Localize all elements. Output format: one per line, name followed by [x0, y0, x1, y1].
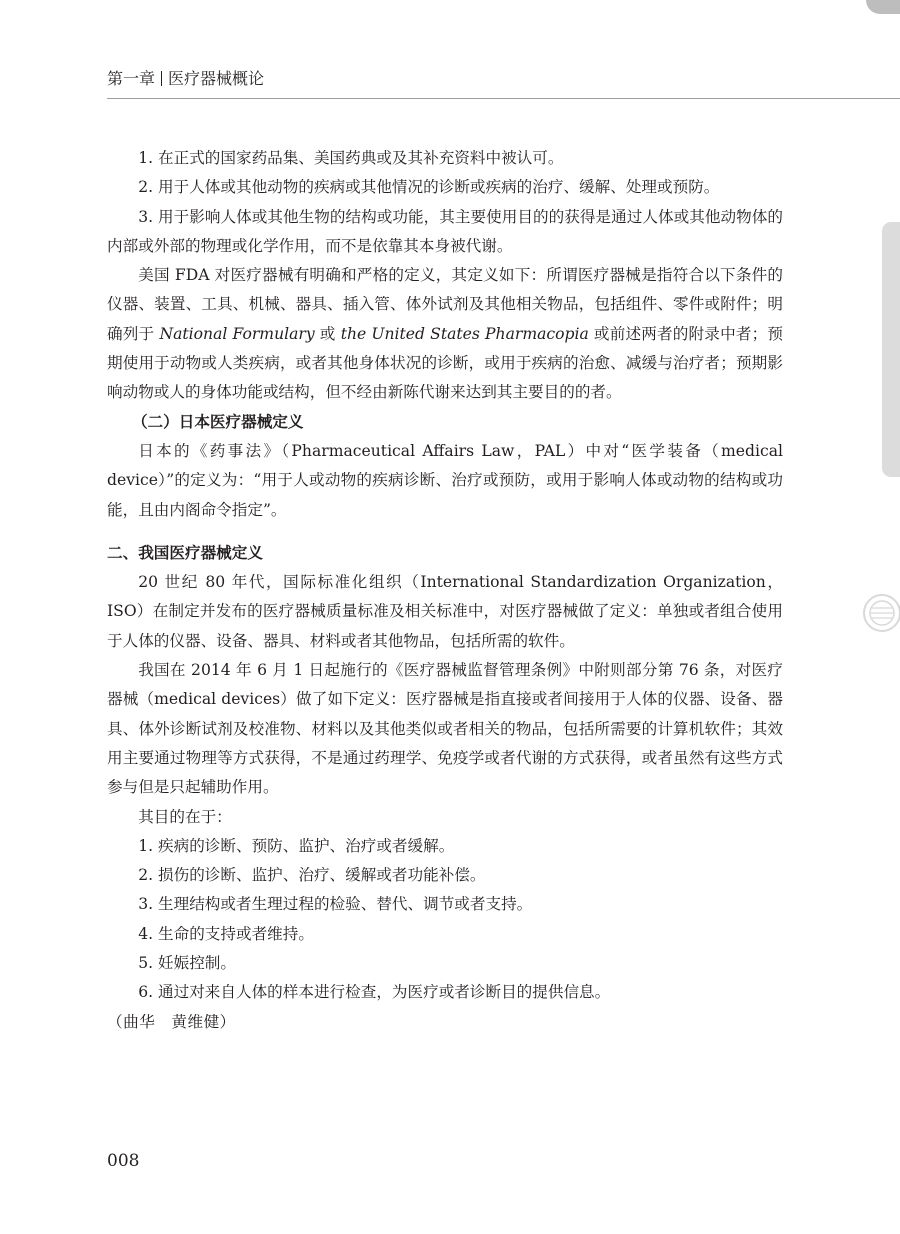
watermark-icon [858, 592, 900, 634]
us-item-2: 2. 用于人体或其他动物的疾病或其他情况的诊断或疾病的治疗、缓解、处理或预防。 [138, 178, 720, 197]
chapter-title: 医疗器械概论 [168, 69, 265, 88]
us-pharmacopia-title: the United States Pharmacopia [340, 324, 589, 343]
us-item-1: 1. 在正式的国家药品集、美国药典或及其补充资料中被认可。 [138, 149, 564, 167]
corner-decoration [866, 0, 900, 14]
fda-text-part-3: 或前述两者的附录中者；预期使用于动物或人类疾病，或者其他身体状况的诊断，或用于疾病的治愈、减缓与治疗者；预期影响动物或人的身体功能或结构，但不经由新陈代谢来达到其主要目的的者。 [107, 324, 783, 402]
japan-subheading: （二）日本医疗器械定义 [131, 412, 304, 431]
purpose-item-5: 5. 妊娠控制。 [138, 954, 236, 973]
purpose-item-2: 2. 损伤的诊断、监护、治疗、缓解或者功能补偿。 [138, 866, 486, 885]
japan-definition-paragraph: 日本的《药事法》（Pharmaceutical Affairs Law，PAL）中对“医学装备（medical device）”的定义为：“用于人或动物的疾病诊断、治疗或预防，或用于影响人体或动物的结构或功能，且由内阁命令指定”。 [107, 441, 783, 519]
page-number: 008 [107, 1151, 140, 1171]
national-formulary-title: National Formulary [159, 324, 315, 343]
purpose-intro: 其目的在于： [138, 807, 232, 826]
china-section-heading: 二、我国医疗器械定义 [107, 543, 263, 562]
authors: （曲华 黄维健） [107, 1012, 236, 1031]
side-thumb-tab [882, 222, 900, 477]
fda-text-part-2: 或 [314, 324, 341, 343]
fda-definition-paragraph [107, 261, 783, 407]
body-text [107, 144, 783, 1037]
purpose-item-3: 3. 生理结构或者生理过程的检验、替代、调节或者支持。 [138, 895, 533, 914]
fda-text-part-1: 美国 FDA 对医疗器械有明确和严格的定义，其定义如下：所谓医疗器械是指符合以下条件的仪器、装置、工具、机械、器具、插入管、体外试剂及其他相关物品，包括组件、零件或附件；明确列于 [107, 266, 783, 343]
iso-definition-paragraph: 20 世纪 80 年代，国际标准化组织（International Standardization Organization，ISO）在制定并发布的医疗器械质量标准及相关标准中，对医疗器械做了定义：单独或者组合使用于人体的仪器、设备、器具、材料或者其他物品，包括所需的软件。 [107, 573, 783, 650]
purpose-item-6: 6. 通过对来自人体的样本进行检查，为医疗或者诊断目的提供信息。 [138, 983, 611, 1002]
china-definition-paragraph: 我国在 2014 年 6 月 1 日起施行的《医疗器械监督管理条例》中附则部分第 76 条，对医疗器械（medical devices）做了如下定义：医疗器械是指直接或者间接用于人体的仪器、设备、器具、体外诊断试剂及校准物、材料以及其他类似或者相关的物品，包括所需要的计算机软件；其效用主要通过物理等方式获得，不是通过药理学、免疫学或者代谢的方式获得，或者虽然有这些方式参与但是只起辅助作用。 [107, 661, 783, 797]
us-item-3: 3. 用于影响人体或其他生物的结构或功能，其主要使用目的的获得是通过人体或其他动物体的内部或外部的物理或化学作用，而不是依靠其本身被代谢。 [107, 207, 783, 255]
purpose-item-1: 1. 疾病的诊断、预防、监护、治疗或者缓解。 [138, 836, 455, 855]
chapter-label: 第一章 [107, 69, 156, 88]
header-separator [161, 71, 162, 86]
purpose-item-4: 4. 生命的支持或者维持。 [138, 924, 314, 943]
running-header [107, 66, 264, 89]
header-rule [107, 98, 900, 99]
